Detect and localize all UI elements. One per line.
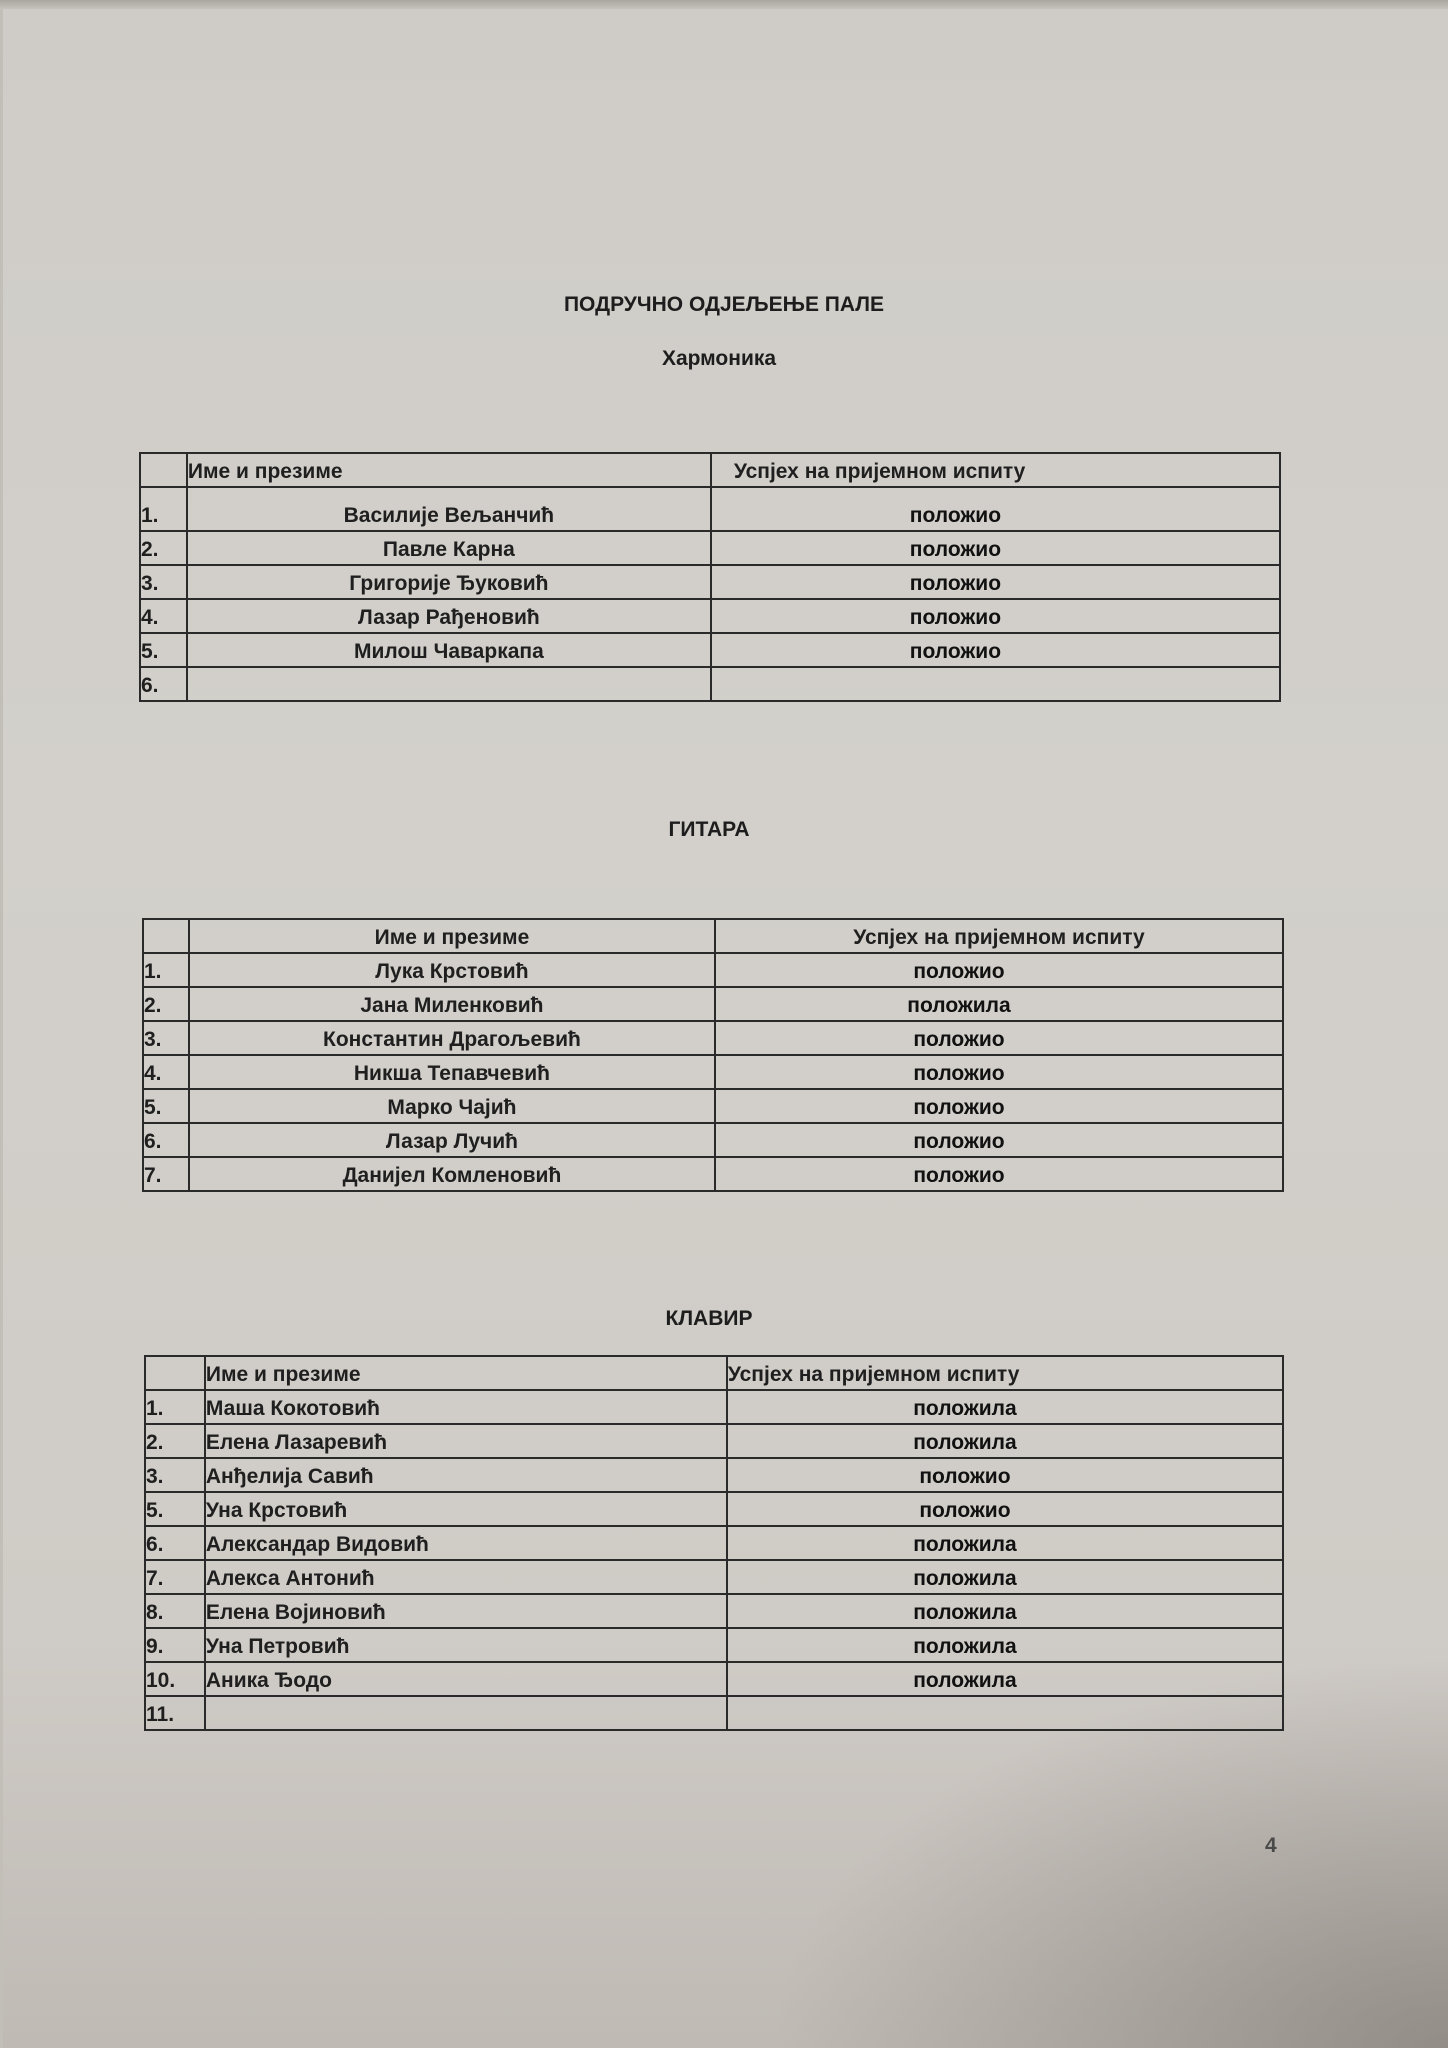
- student-name: Никша Тепавчевић: [189, 1055, 715, 1089]
- row-number: 4.: [143, 1055, 189, 1089]
- photo-top-edge: [0, 0, 1448, 9]
- result-text: положио: [913, 1130, 1005, 1153]
- row-number: 6.: [140, 667, 187, 701]
- result-text: положио: [909, 572, 1002, 595]
- student-name: Алекса Антонић: [205, 1560, 727, 1594]
- exam-result: [715, 1089, 1283, 1123]
- table-row: [145, 1424, 1283, 1458]
- exam-result: [715, 1157, 1283, 1191]
- student-name: Александар Видовић: [205, 1526, 727, 1560]
- student-name: Јана Миленковић: [189, 987, 715, 1021]
- table-row: [145, 1390, 1283, 1424]
- table-row: [140, 667, 1280, 701]
- result-text: положио: [909, 538, 1002, 561]
- student-name: Лазар Лучић: [189, 1123, 715, 1157]
- row-number: 6.: [143, 1123, 189, 1157]
- table-row: [143, 1123, 1283, 1157]
- exam-result: [727, 1594, 1283, 1628]
- exam-result: [711, 633, 1280, 667]
- result-text: положио: [909, 606, 1002, 629]
- table-row: [145, 1662, 1283, 1696]
- row-number: 1.: [143, 953, 189, 987]
- header-result: Успјех на пријемном испиту: [727, 1356, 1283, 1390]
- row-number: 6.: [145, 1526, 205, 1560]
- results-table-klavir: [144, 1355, 1284, 1731]
- result-text: положила: [913, 1601, 1017, 1624]
- exam-result: [727, 1662, 1283, 1696]
- student-name: Анђелија Савић: [205, 1458, 727, 1492]
- exam-result: [727, 1526, 1283, 1560]
- header-num-cell: [145, 1356, 205, 1390]
- row-number: 3.: [145, 1458, 205, 1492]
- exam-result: [715, 953, 1283, 987]
- result-text: положио: [913, 1164, 1005, 1187]
- student-name: Елена Војиновић: [205, 1594, 727, 1628]
- row-number: 4.: [140, 599, 187, 633]
- header-num-cell: [140, 453, 187, 487]
- exam-result: [715, 1055, 1283, 1089]
- row-number: 11.: [145, 1696, 205, 1730]
- exam-result: [727, 1696, 1283, 1730]
- row-number: 1.: [145, 1390, 205, 1424]
- table-row: [145, 1560, 1283, 1594]
- exam-result: [711, 531, 1280, 565]
- student-name: Константин Драгољевић: [189, 1021, 715, 1055]
- result-text: положила: [913, 1431, 1017, 1454]
- result-text: положила: [913, 1533, 1017, 1556]
- row-number: 1.: [140, 487, 187, 531]
- exam-result: [727, 1458, 1283, 1492]
- result-text: положила: [907, 994, 1011, 1017]
- student-name: Василије Вељанчић: [187, 487, 711, 531]
- table-row: [140, 599, 1280, 633]
- exam-result: [727, 1560, 1283, 1594]
- results-table-harmonika: [139, 452, 1281, 702]
- exam-result: [715, 1021, 1283, 1055]
- result-text: положио: [913, 1062, 1005, 1085]
- student-name: Павле Карна: [187, 531, 711, 565]
- exam-result: [711, 667, 1280, 701]
- result-text: положио: [913, 1096, 1005, 1119]
- result-text: положила: [913, 1567, 1017, 1590]
- student-name: [187, 667, 711, 701]
- section-title-harmonika: Хармоника: [661, 347, 777, 370]
- header-num-cell: [143, 919, 189, 953]
- table-row: [145, 1526, 1283, 1560]
- row-number: 5.: [143, 1089, 189, 1123]
- student-name: Уна Петровић: [205, 1628, 727, 1662]
- result-text: положила: [913, 1397, 1017, 1420]
- exam-result: [711, 487, 1280, 531]
- result-text: положио: [913, 960, 1005, 983]
- page-number: 4: [1265, 1834, 1277, 1857]
- row-number: 5.: [145, 1492, 205, 1526]
- exam-result: [711, 565, 1280, 599]
- table-header-row: [143, 919, 1283, 953]
- student-name: Милош Чаваркапа: [187, 633, 711, 667]
- exam-result: [711, 599, 1280, 633]
- row-number: 5.: [140, 633, 187, 667]
- header-result: Успјех на пријемном испиту: [711, 453, 1280, 487]
- result-text: положио: [913, 1028, 1005, 1051]
- student-name: Лазар Рађеновић: [187, 599, 711, 633]
- header-result: Успјех на пријемном испиту: [715, 919, 1283, 953]
- student-name: Григорије Ђуковић: [187, 565, 711, 599]
- row-number: 7.: [143, 1157, 189, 1191]
- row-number: 7.: [145, 1560, 205, 1594]
- row-number: 8.: [145, 1594, 205, 1628]
- table-row: [145, 1492, 1283, 1526]
- header-name: Име и презиме: [187, 453, 711, 487]
- table-row: [145, 1458, 1283, 1492]
- exam-result: [727, 1390, 1283, 1424]
- student-name: Маша Кокотовић: [205, 1390, 727, 1424]
- row-number: 2.: [140, 531, 187, 565]
- student-name: Лука Крстовић: [189, 953, 715, 987]
- exam-result: [727, 1492, 1283, 1526]
- row-number: 2.: [143, 987, 189, 1021]
- row-number: 10.: [145, 1662, 205, 1696]
- table-header-row: [145, 1356, 1283, 1390]
- row-number: 3.: [143, 1021, 189, 1055]
- exam-result: [715, 1123, 1283, 1157]
- table-row: [143, 1021, 1283, 1055]
- header-name: Име и презиме: [205, 1356, 727, 1390]
- table-row: [145, 1594, 1283, 1628]
- table-row: [140, 487, 1280, 531]
- table-row: [143, 1157, 1283, 1191]
- student-name: [205, 1696, 727, 1730]
- exam-result: [727, 1424, 1283, 1458]
- table-row: [145, 1696, 1283, 1730]
- table-row: [145, 1628, 1283, 1662]
- table-row: [143, 1055, 1283, 1089]
- table-header-row: [140, 453, 1280, 487]
- row-number: 9.: [145, 1628, 205, 1662]
- student-name: Уна Крстовић: [205, 1492, 727, 1526]
- result-text: положила: [913, 1635, 1017, 1658]
- results-table-gitara: [142, 918, 1284, 1192]
- row-number: 3.: [140, 565, 187, 599]
- student-name: Данијел Комленовић: [189, 1157, 715, 1191]
- document-title: ПОДРУЧНО ОДЈЕЉЕЊЕ ПАЛЕ: [563, 293, 885, 316]
- section-title-klavir: КЛАВИР: [665, 1307, 753, 1330]
- table-row: [140, 633, 1280, 667]
- result-text: положила: [913, 1669, 1017, 1692]
- result-text: положио: [919, 1465, 1011, 1488]
- result-text: положио: [919, 1499, 1011, 1522]
- header-name: Име и презиме: [189, 919, 715, 953]
- table-row: [143, 987, 1283, 1021]
- section-title-gitara: ГИТАРА: [668, 818, 750, 841]
- table-row: [140, 531, 1280, 565]
- table-row: [143, 953, 1283, 987]
- row-number: 2.: [145, 1424, 205, 1458]
- table-row: [143, 1089, 1283, 1123]
- result-text: положио: [909, 504, 1002, 527]
- table-row: [140, 565, 1280, 599]
- student-name: Елена Лазаревић: [205, 1424, 727, 1458]
- exam-result: [727, 1628, 1283, 1662]
- result-text: положио: [909, 640, 1002, 663]
- student-name: Аника Ђодо: [205, 1662, 727, 1696]
- exam-result: [715, 987, 1283, 1021]
- student-name: Марко Чајић: [189, 1089, 715, 1123]
